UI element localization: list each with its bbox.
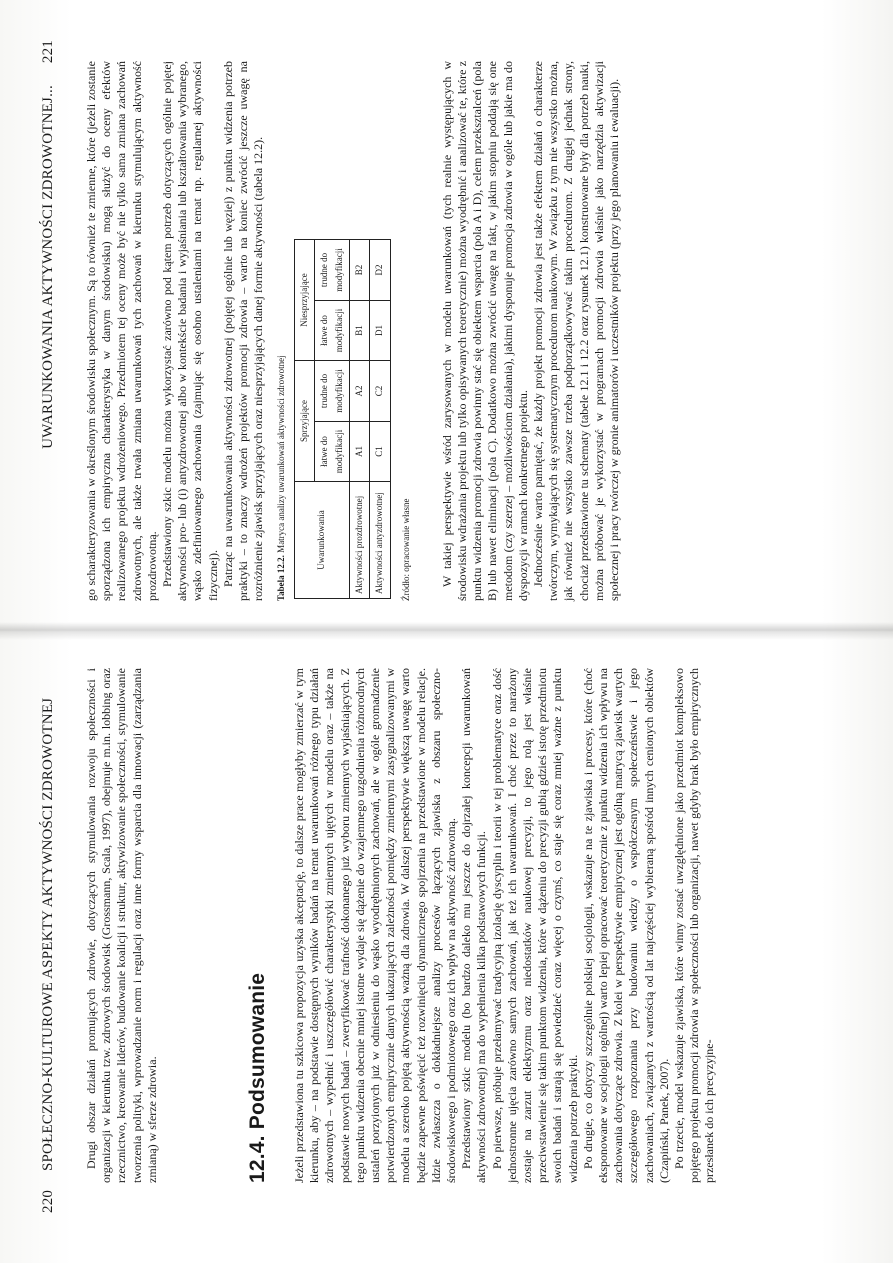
table-row bbox=[350, 240, 370, 599]
left-paragraph-2: Przedstawiony szkic modelu (bo bardzo daleko mu jeszcze do dojrzałej koncepcji uwarunkowań aktywności zdrowotnej) ma do wypełnienia kilka podstawowych funkcji. bbox=[459, 668, 489, 1183]
table-cell: A1 bbox=[350, 421, 370, 481]
left-paragraph-4: Po drugie, co dotyczy szczególnie polskiej socjologii, wskazuje na te zjawiska i procesy, które (choć eksponowane w socjologii ogólnej) warto lepiej opracować teoretycznie z punktu widzenia ich wpływu na zachowania dotyczące zdrowia. Z kolei w perspektywie empirycznej jest ogólną matrycą zjawisk wartych szczegółowego rozpoznania przy budowaniu wiedzy o współczesnym społeczeństwie i jego zachowaniach, związanych z wartością od lat najczęściej wybieraną spośród innych cenionych obiektów (Czapiński, Panek, 2007). bbox=[580, 668, 671, 1183]
spacer bbox=[414, 61, 440, 601]
left-intro bbox=[84, 668, 160, 1183]
right-paragraph-5: Jednocześnie warto pamiętać, że każdy projekt promocji zdrowia jest także efektem działań o charakterze twórczym, wymykających się systematycznym procedurom naukowym. W związku z tym nie wszystko można, jak również nie wszystko zawsze trzeba podporządkowywać takim procedurom. Z drugiej jednak strony, chociaż przedstawione tu schematy (tabele 12.1 i 12.2 oraz rysunek 12.1) konstruowane były dla potrzeb nauki, można próbować je wykorzystać w programach promocji zdrowia właśnie jako narzędzia aktywizacji społecznej i pracy twórczej w gronie animatorów i uczestników projektu (przy jego planowaniu i ewaluacji). bbox=[531, 61, 622, 601]
table-sub-header: łatwe do modyfikacji bbox=[314, 300, 349, 360]
right-paragraph-3: Patrząc na uwarunkowania aktywności zdrowotnej (pojętej ogólnie lub węziej) z punktu widzenia potrzeb praktyki – to znaczy wdrożeń projektów promocji zdrowia – warto na koniec zwrócić jeszcze uwagę na rozróżnienie zjawisk sprzyjających oraz niesprzyjających danej formie aktywności (tabela 12.2). bbox=[220, 61, 266, 601]
table-cell: A2 bbox=[350, 361, 370, 422]
left-body bbox=[292, 668, 718, 1183]
right-page-number: 221 bbox=[40, 40, 56, 64]
table-row bbox=[370, 240, 390, 599]
matrix-table bbox=[294, 239, 391, 599]
right-running-head-title: UWARUNKOWANIA AKTYWNOŚCI ZDROWOTNEJ... bbox=[40, 85, 56, 449]
table-caption bbox=[274, 61, 289, 601]
table-cell: B1 bbox=[350, 300, 370, 360]
table-cell: D1 bbox=[370, 300, 390, 360]
table-row-label: Aktywności antyzdrowotnej bbox=[370, 482, 390, 599]
left-running-head bbox=[40, 672, 57, 1213]
right-paragraph-4: W takiej perspektywie wśród zarysowanych w modelu uwarunkowań (tych realnie występujących w środowisku wdrażania projektu lub tylko opisywanych teoretycznie) można wyodrębnić i analizować te, które z punktu widzenia promocji zdrowia powinny stać się obiektem wsparcia (pola A i D), celem przeksztalceń (pola B) lub nawet eliminacji (pola C). Dodatkowo można zwrócić uwagę na fakt, w jakim stopniu poddają się one metodom (czy szerzej – możliwościom działania), jakimi dysponuje promocja zdrowia w ogóle lub jakie ma do dyspozycji w ramach konkretnego projektu. bbox=[439, 61, 530, 601]
table-sub-header: trudne do modyfikacji bbox=[314, 361, 349, 422]
section-heading: 12.4. Podsumowanie bbox=[246, 972, 269, 1183]
left-running-head-title: SPOŁECZNO-KULTUROWE ASPEKTY AKTYWNOŚCI ZDROWOTNEJ bbox=[40, 697, 56, 1172]
table-row-label: Aktywności prozdrowotnej bbox=[350, 482, 370, 599]
table-group-header: Sprzyjające bbox=[294, 361, 314, 482]
left-paragraph-3: Po pierwsze, próbuje przełamywać tradycyjną izolację dyscyplin i teorii w tej problematyce oraz dość jednostronne ujęcia zarówno samych zachowań, jak też ich uwarunkowań. I choć przez to narażony zostaje na zarzut eklektyzmu oraz niedostatków naukowej precyzji, to jego rolą jest właśnie przeciwstawienie się takim punktom widzenia, które w dążeniu do precyzji gubią gdzieś istotę przedmiotu swoich badań i starają się powiedzieć coraz więcej o czymś, co staje się coraz mniej ważne z punktu widzenia potrzeb praktyki. bbox=[489, 668, 580, 1183]
left-page-number: 220 bbox=[40, 1189, 56, 1213]
right-paragraph-2: Przedstawiony szkic modelu można wykorzystać zarówno pod kątem potrzeb dotyczących ogólnie pojętej aktywności pro- lub (i) antyzdrowotnej albo w kontekście badania i wyjaśniania lub kształtowania wybranego, wąsko zdefiniowanego zachowania (zajmując się osobno ustaleniami na temat np. regularnej aktywności fizycznej). bbox=[160, 61, 220, 601]
right-running-head bbox=[40, 40, 57, 601]
intro-paragraph: Drugi obszar działań promujących zdrowie, dotyczących stymulowania rozwoju społeczności i organizacji w kierunku tzw. zdrowych środowisk (Grossmann, Scala, 1997), obejmuje m.in. lobbing oraz rzecznictwo, kreowanie liderów, budowanie koalicji i struktur, aktywizowanie społeczności, stymulowanie tworzenia polityki, wprowadzanie norm i regulacji oraz inne formy wsparcia dla innowacji (zarządzania zmianą) w sferze zdrowia. bbox=[84, 668, 159, 1183]
table-cell: C2 bbox=[370, 361, 390, 422]
table-sub-header: łatwe do modyfikacji bbox=[314, 421, 349, 481]
table-cell: B2 bbox=[350, 240, 370, 301]
table-source: Źródło: opracowanie własne bbox=[400, 498, 411, 601]
table-header-row-1 bbox=[294, 240, 314, 599]
table-caption-text: Matryca analizy uwarunkowań aktywności zdrowotnej bbox=[276, 355, 287, 553]
table-sub-header: trudne do modyfikacji bbox=[314, 240, 349, 301]
table-group-header: Niesprzyjające bbox=[294, 240, 314, 361]
table-cell: C1 bbox=[370, 421, 390, 481]
left-paragraph-1: Jeżeli przedstawiona tu szkicowa propozycja uzyska akceptację, to dalsze prace mogłyby zmierzać w tym kierunku, aby – na podstawie dostępnych wyników badań na temat uwarunkowań różnego typu działań zdrowotnych – wypełnić i uszczegółowić charakterystyki zmiennych ujętych w modelu oraz – także na podstawie nowych badań – zweryfikować trafność dokonanego już wyboru zmiennych wyjaśniających. Z tego punktu widzenia obecnie mniej istotne wydaje się dążenie do wzajemnego uzgodnienia różnorodnych ustaleń porzyionych już w odniesieniu do wąsko wyodrębnionych zachowań, ale w ogóle gromadzenie potwierdzonych empirycznie danych ukazujących zależności pomiędzy zmiennymi zasygnalizowanymi w modelu a szeroko pojętą aktywnością ważną dla zdrowia. W dalszej perspektywie większą uwagę warto będzie zapewne poświęcić też rozwinięciu dynamicznego spojrzenia na przedstawione w modelu relacje. Idzie zwłaszcza o dokładniejsze analizy procesów łączących zjawiska z obszaru społeczno-środowiskowego i podmiotowego oraz ich wpływ na aktywność zdrowotną. bbox=[292, 668, 459, 1183]
table-cell: D2 bbox=[370, 240, 390, 301]
left-paragraph-5: Po trzecie, model wskazuje zjawiska, które winny zostać uwzględnione jako przedmiot kompleksowo pojętego projektu promocji zdrowia w społeczności lub organizacji, nawet gdyby brak było empirycznych przesłanek do ich precyzyjne- bbox=[672, 668, 717, 1183]
table-row-header-title: Uwarunkowania bbox=[294, 482, 350, 599]
table-caption-label: Tabela 12.2. bbox=[276, 555, 287, 601]
right-page bbox=[0, 0, 893, 631]
right-body bbox=[84, 61, 622, 601]
right-paragraph-1: go scharakteryzowania w określonym środowisku społecznym. Są to również te zmienne, które (jeżeli zostanie sporządzona ich empiryczna charakterystyka w danym środowisku) mogą służyć do oceny efektów realizowanego projektu wdrożeniowego. Przedmiotem tej oceny może być nie tylko sama zmiana zachowań zdrowotnych, ale także trwała zmiana uwarunkowań tych zachowań w kierunku stymulującym aktywność prozdrowotną. bbox=[84, 61, 159, 601]
left-page bbox=[0, 632, 893, 1263]
